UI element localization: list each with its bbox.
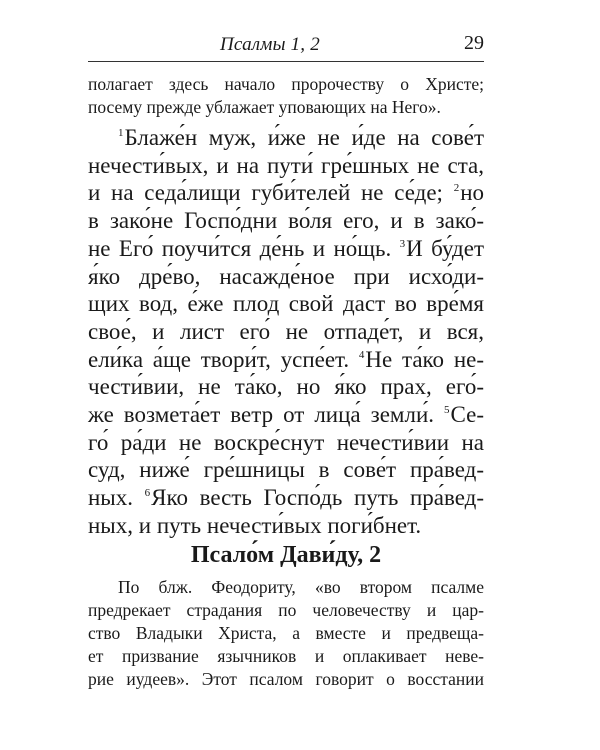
verse-text: Не та́ко не- — [365, 346, 484, 372]
commentary-line: предрекает страдания по человечеству и цар- — [88, 600, 484, 620]
verse-line: щих вод, е́же плод свой даст во вре́мя — [88, 291, 484, 317]
verse-line: чести́вии, не та́ко, но я́ко прах, его́- — [88, 374, 484, 400]
running-title: Псалмы 1, 2 — [220, 34, 320, 55]
psalm-1-text — [88, 124, 484, 540]
verse-line: нечести́вых, и на пути́ гре́шных не ста, — [88, 152, 484, 178]
commentary-line: ство Владыки Христа, а вместе и предвеща- — [88, 623, 484, 643]
verse-line: я́ко дре́во, насажде́ное при исхо́ди- — [88, 263, 484, 289]
verse-text: И бу́дет — [406, 235, 485, 261]
verse-number: 4 — [358, 348, 365, 361]
verse-number: 2 — [453, 182, 460, 195]
commentary-line: посему прежде ублажает уповающих на Него». — [88, 97, 441, 117]
verse-text: же возмета́ет ветр от лица́ земли́. — [88, 402, 434, 428]
running-head — [88, 30, 484, 64]
verse-line: го́ ра́ди не воскре́снут нечести́вии на — [88, 429, 484, 455]
verse-line: ных, и путь нечести́вых поги́бнет. — [88, 512, 422, 538]
verse-number: 3 — [399, 237, 406, 250]
verse-line — [88, 346, 484, 374]
intro-commentary — [88, 73, 484, 119]
verse-number: 1 — [118, 127, 124, 139]
verse-text: не Его́ поучи́тся де́нь и но́щь. — [88, 235, 392, 261]
verse-line — [88, 124, 484, 152]
verse-line — [88, 235, 484, 263]
verse-number: 5 — [444, 404, 450, 417]
verse-text: Блаже́н муж, и́же не и́де на сове́т — [124, 125, 484, 150]
verse-text: ели́ка а́ще твори́т, успе́ет. — [88, 346, 350, 372]
verse-text: ных. — [88, 485, 134, 511]
verse-line: свое́, и лист его́ не отпаде́т, и вся, — [88, 318, 484, 344]
verse-line — [88, 179, 484, 207]
verse-text: Се- — [450, 402, 484, 428]
header-rule — [88, 61, 484, 62]
psalm-2-heading: Псало́м Дави́ду, 2 — [190, 542, 382, 568]
commentary-line: полагает здесь начало пророчеству о Христе; — [88, 74, 484, 94]
verse-text: но — [460, 180, 485, 206]
verse-line — [88, 484, 484, 512]
psalm-2-commentary — [88, 576, 484, 691]
verse-text: и на седа́лищи губи́телей не се́де; — [88, 180, 443, 206]
verse-number: 6 — [144, 487, 151, 500]
verse-line: в зако́не Госпо́дни во́ля его, и в зако́- — [88, 208, 484, 234]
verse-line: суд, ниже́ гре́шницы в сове́т пра́вед- — [88, 457, 484, 483]
commentary-line — [88, 576, 484, 599]
verse-line — [88, 401, 484, 429]
commentary-line: ет призвание язычников и оплакивает неве- — [88, 646, 484, 666]
commentary-text: По блж. Феодориту, «во втором псалме — [118, 577, 484, 597]
page-number: 29 — [464, 32, 484, 54]
verse-text: Яко весть Госпо́дь путь пра́вед- — [151, 485, 484, 511]
commentary-line: рие иудеев». Этот псалом говорит о восстании — [88, 669, 484, 689]
